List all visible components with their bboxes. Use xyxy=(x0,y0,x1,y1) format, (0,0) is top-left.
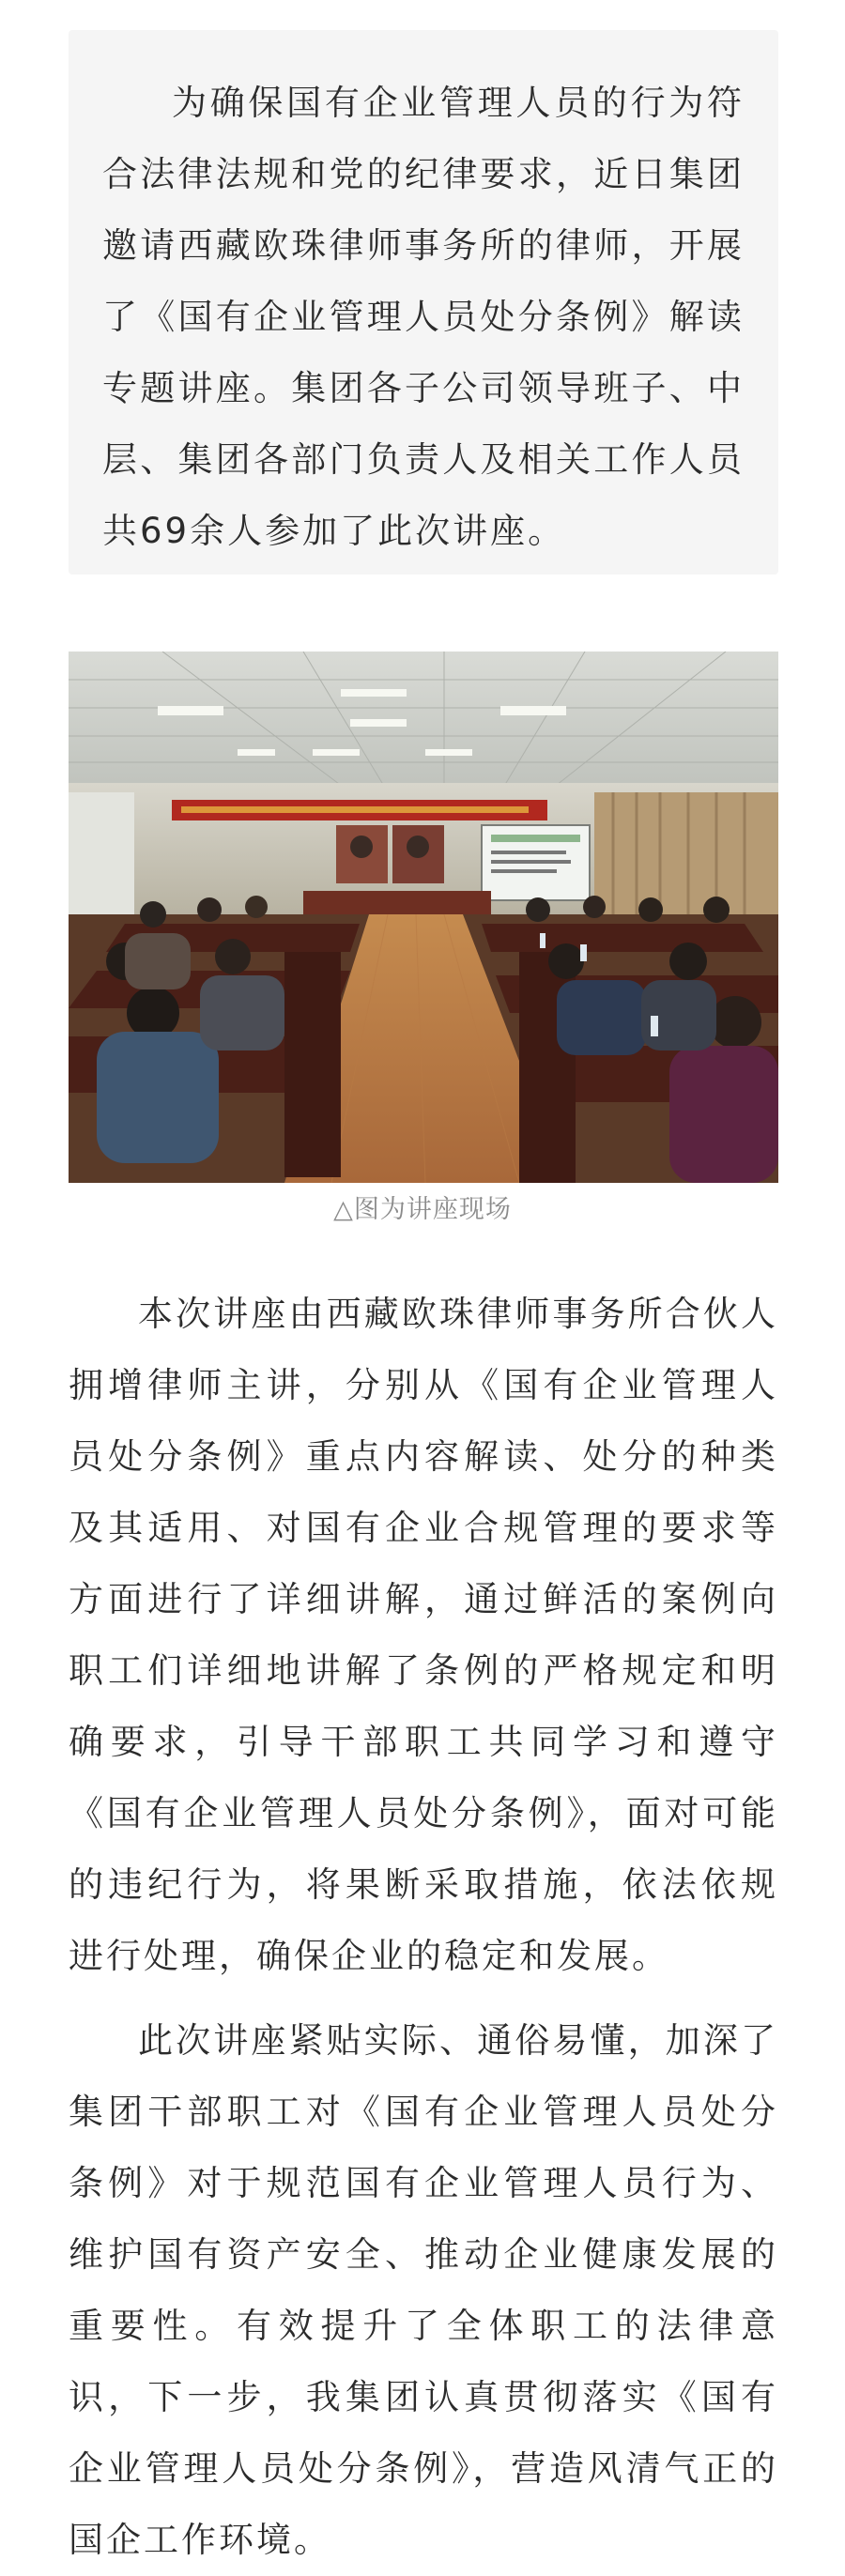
intro-paragraph: 为确保国有企业管理人员的行为符合法律法规和党的纪律要求，近日集团邀请西藏欧珠律师事务所的律师，开展了《国有企业管理人员处分条例》解读专题讲座。集团各子公司领导班子、中层、集团各部门负责人及相关工作人员共69余人参加了此次讲座。 xyxy=(102,83,745,551)
photo-caption: △图为讲座现场 xyxy=(333,1195,512,1224)
body-paragraph-1: 本次讲座由西藏欧珠律师事务所合伙人拥增律师主讲，分别从《国有企业管理人员处分条例》重点内容解读、处分的种类及其适用、对国有企业合规管理的要求等方面进行了详细讲解，通过鲜活的案例向职工们详细地讲解了条例的严格规定和明确要求，引导干部职工共同学习和遵守《国有企业管理人员处分条例》，面对可能的违纪行为，将果断采取措施，依法依规进行处理，确保企业的稳定和发展。 xyxy=(69,1294,778,1976)
article-body xyxy=(69,1279,778,2576)
lecture-photo xyxy=(69,652,778,1183)
intro-box xyxy=(69,30,778,575)
lecture-scene-image xyxy=(69,652,778,1183)
body-paragraph-2: 此次讲座紧贴实际、通俗易懂，加深了集团干部职工对《国有企业管理人员处分条例》对于规范国有企业管理人员行为、维护国有资产安全、推动企业健康发展的重要性。有效提升了全体职工的法律意识，下一步，我集团认真贯彻落实《国有企业管理人员处分条例》，营造风清气正的国企工作环境。 xyxy=(69,2020,778,2560)
